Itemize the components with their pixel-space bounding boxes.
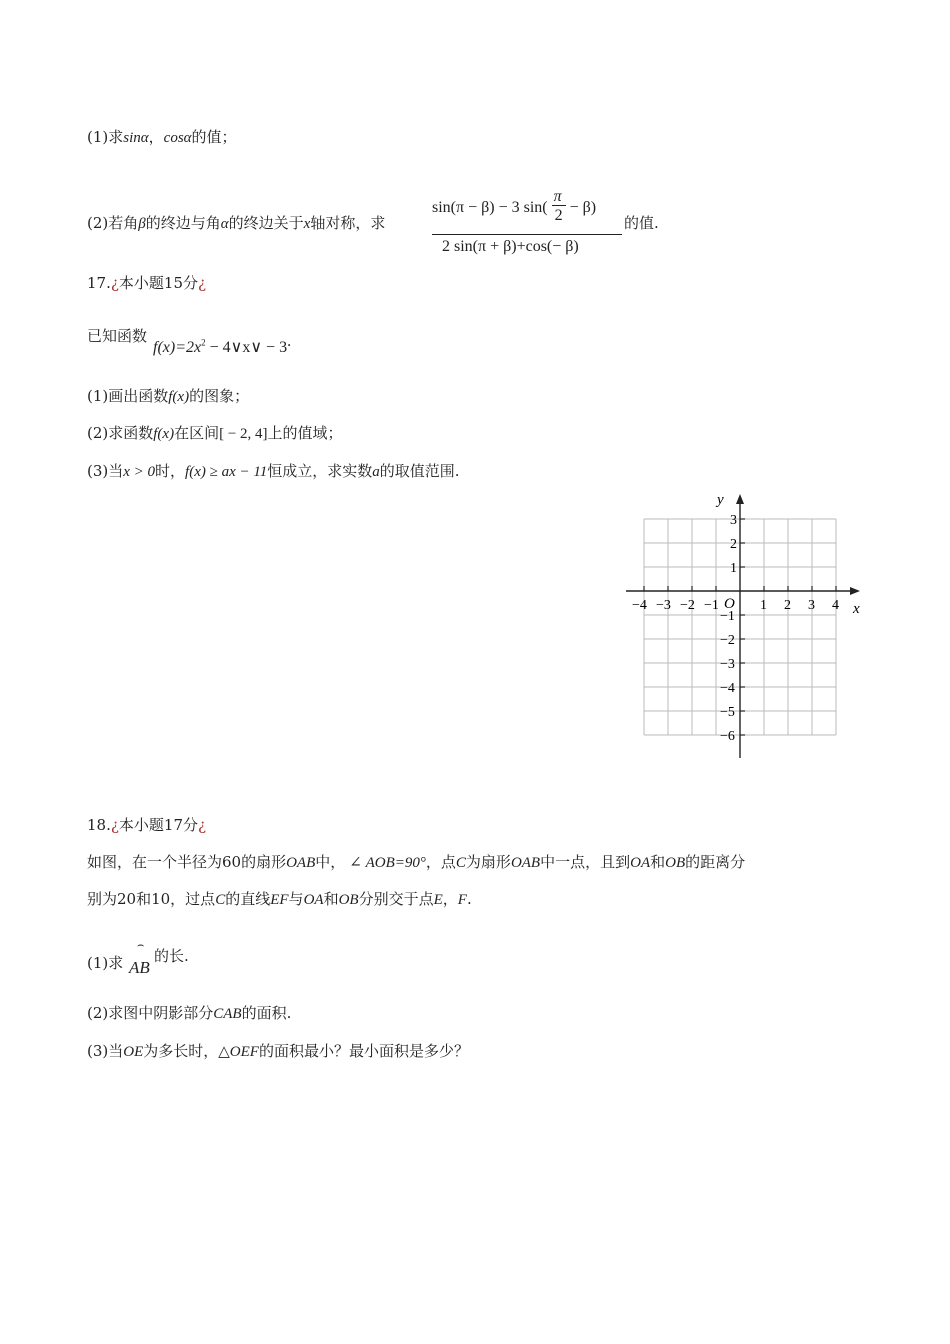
q17-header bbox=[87, 272, 206, 293]
segment-oe: OE bbox=[123, 1044, 144, 1060]
fraction-numerator bbox=[432, 188, 597, 225]
inverted-question-mark: ¿ bbox=[198, 274, 207, 292]
fraction-denominator: 2 sin(π + β)+cos(− β) bbox=[442, 238, 579, 255]
y-axis-arrow-icon bbox=[736, 494, 744, 504]
y-axis-label: y bbox=[717, 492, 724, 508]
exponent: 2 bbox=[201, 337, 206, 348]
q17-function bbox=[153, 333, 292, 357]
q18-part2 bbox=[87, 1002, 291, 1023]
angle-expression: ∠ AOB=90° bbox=[349, 855, 426, 871]
sector-name: OAB bbox=[510, 855, 541, 871]
part-tail: 上的值域； bbox=[267, 424, 343, 442]
x-tick-label: −3 bbox=[656, 598, 671, 613]
text-segment: 轴对称，求 bbox=[310, 214, 386, 232]
interval: [ − 2, 4] bbox=[219, 426, 268, 442]
inequality: f(x) ≥ ax − 11 bbox=[185, 464, 268, 480]
text-segment: 的终边关于 bbox=[228, 214, 304, 232]
part-label: (2)若角 bbox=[87, 214, 139, 232]
x-axis-label: x bbox=[853, 601, 860, 617]
text-segment: 恒成立，求实数 bbox=[267, 462, 373, 480]
alpha-symbol: α bbox=[220, 216, 229, 232]
q16-part2-text bbox=[87, 212, 385, 233]
x-tick-label: −2 bbox=[680, 598, 695, 613]
text-segment: 的终边与角 bbox=[145, 214, 221, 232]
x-tick-label: 2 bbox=[784, 598, 791, 613]
x-axis-arrow-icon bbox=[850, 587, 860, 595]
q17-part2 bbox=[87, 422, 343, 443]
text-segment: 为多长时， bbox=[143, 1042, 219, 1060]
text-segment: 与 bbox=[288, 890, 304, 908]
text-segment: 时， bbox=[155, 462, 186, 480]
q18-line2 bbox=[87, 888, 472, 909]
q18-part3 bbox=[87, 1040, 469, 1061]
text-segment: 别为20和10，过点 bbox=[87, 890, 216, 908]
q17-intro: 已知函数 bbox=[87, 327, 148, 345]
condition: x > 0 bbox=[123, 464, 156, 480]
function-ref: f(x) bbox=[153, 426, 175, 442]
y-tick-label: −3 bbox=[720, 657, 735, 672]
numerator-text: sin(π − β) − 3 sin( bbox=[432, 199, 548, 216]
q16-part2-end: 的值. bbox=[624, 214, 659, 232]
y-tick-label: −1 bbox=[720, 609, 735, 624]
x-tick-label: 1 bbox=[760, 598, 767, 613]
text-segment: 为扇形 bbox=[465, 853, 511, 871]
period: . bbox=[287, 333, 292, 350]
y-tick-label: −5 bbox=[720, 705, 735, 720]
x-tick-label: 3 bbox=[808, 598, 815, 613]
sin-alpha: sinα bbox=[123, 130, 149, 146]
y-tick-label: −6 bbox=[720, 729, 735, 744]
text-segment: ，点 bbox=[425, 853, 456, 871]
question-number: 18. bbox=[87, 816, 111, 834]
text-segment: 和 bbox=[650, 853, 666, 871]
a-symbol: a bbox=[372, 464, 380, 480]
y-tick-label: 3 bbox=[730, 513, 737, 528]
text-segment: 如图，在一个半径为60的扇形 bbox=[87, 853, 287, 871]
arc-mark-icon: ⌢ bbox=[137, 938, 145, 951]
inner-fraction bbox=[552, 188, 566, 225]
q17-part1 bbox=[87, 385, 249, 406]
beta-symbol: β bbox=[138, 216, 146, 232]
question-number: 17. bbox=[87, 274, 111, 292]
arc-ab: AB bbox=[129, 958, 150, 977]
point-c: C bbox=[215, 892, 226, 908]
part-label: (1)画出函数 bbox=[87, 387, 169, 405]
two-digit: 2 bbox=[554, 207, 563, 225]
x-ticks bbox=[632, 586, 839, 613]
text-segment: 在区间 bbox=[174, 424, 220, 442]
part-tail: 的面积最小？最小面积是多少？ bbox=[258, 1042, 469, 1060]
sector-name: OAB bbox=[286, 855, 316, 871]
pi-symbol: π bbox=[553, 188, 562, 206]
text-segment: . bbox=[466, 890, 472, 908]
y-tick-label: 1 bbox=[730, 561, 737, 576]
fraction-line bbox=[432, 234, 622, 235]
q18-part1 bbox=[87, 952, 123, 973]
line-ef: EF bbox=[270, 892, 289, 908]
segment-oa: OA bbox=[303, 892, 324, 908]
text-segment: 的距离分 bbox=[685, 853, 746, 871]
segment-ob: OB bbox=[338, 892, 359, 908]
score-text: 本小题17分 bbox=[118, 816, 198, 834]
x-tick-label: 4 bbox=[832, 598, 839, 613]
text-segment: 中， bbox=[315, 853, 346, 871]
q18-part1-tail: 的长. bbox=[154, 947, 189, 965]
text-segment: 的直线 bbox=[225, 890, 271, 908]
text-segment: 中一点，且到 bbox=[540, 853, 631, 871]
function-ref: f(x) bbox=[168, 389, 190, 405]
point-e: E bbox=[433, 892, 443, 908]
inner-fraction-line bbox=[552, 205, 566, 206]
function-expression: f(x)=2x bbox=[153, 339, 202, 356]
text-segment: ， bbox=[442, 890, 458, 908]
q18-header bbox=[87, 814, 206, 835]
part-tail: 的图象； bbox=[189, 387, 250, 405]
inverted-question-mark: ¿ bbox=[110, 274, 119, 292]
part-tail: 的值； bbox=[191, 128, 237, 146]
segment-ob: OB bbox=[665, 855, 686, 871]
q17-part3 bbox=[87, 460, 460, 481]
y-tick-label: −2 bbox=[720, 633, 735, 648]
point-f: F bbox=[457, 892, 467, 908]
part-label: (3)当 bbox=[87, 462, 124, 480]
segment-oa: OA bbox=[630, 855, 651, 871]
part-label: (3)当 bbox=[87, 1042, 124, 1060]
separator: ， bbox=[148, 128, 164, 146]
part-label: (1)求 bbox=[87, 954, 124, 972]
part-label: (1)求 bbox=[87, 128, 124, 146]
part-label: (2)求图中阴影部分 bbox=[87, 1004, 214, 1022]
y-ticks bbox=[720, 513, 745, 744]
coordinate-grid bbox=[620, 488, 870, 768]
origin-label: O bbox=[724, 596, 735, 612]
score-text: 本小题15分 bbox=[118, 274, 198, 292]
inverted-question-mark: ¿ bbox=[198, 816, 207, 834]
y-tick-label: −4 bbox=[720, 681, 735, 696]
q18-line1 bbox=[87, 851, 745, 872]
q16-part1 bbox=[87, 126, 237, 147]
text-segment: 和 bbox=[323, 890, 339, 908]
point-c: C bbox=[455, 855, 466, 871]
part-label: (2)求函数 bbox=[87, 424, 154, 442]
x-symbol: x bbox=[303, 216, 311, 232]
part-tail: 的面积. bbox=[241, 1004, 292, 1022]
y-tick-label: 2 bbox=[730, 537, 737, 552]
x-tick-label: −1 bbox=[704, 598, 719, 613]
inverted-question-mark: ¿ bbox=[110, 816, 119, 834]
region-cab: CAB bbox=[213, 1006, 242, 1022]
part-tail: 的取值范围. bbox=[379, 462, 460, 480]
x-tick-label: −4 bbox=[632, 598, 647, 613]
cos-alpha: cosα bbox=[163, 130, 192, 146]
numerator-tail: − β) bbox=[569, 199, 597, 216]
triangle-oef: △OEF bbox=[218, 1044, 259, 1060]
text-segment: 分别交于点 bbox=[358, 890, 434, 908]
function-tail: − 4∨x∨ − 3 bbox=[205, 339, 288, 356]
